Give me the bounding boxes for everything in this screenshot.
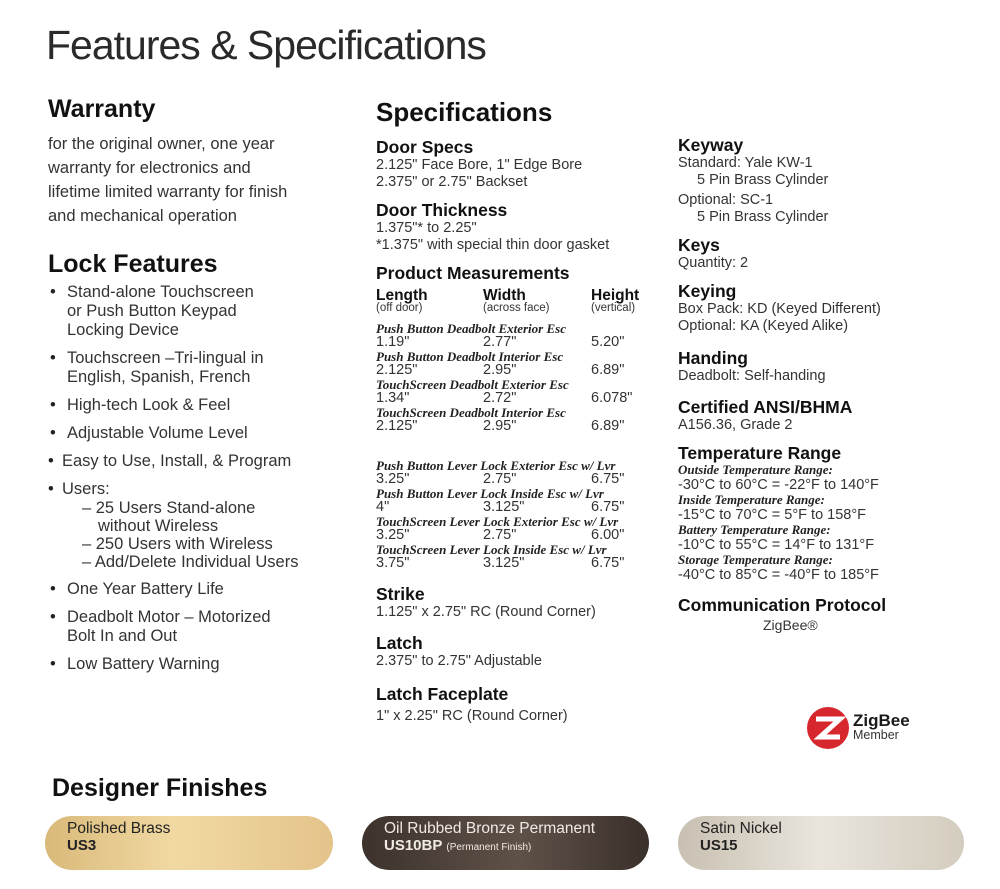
left-column: [48, 93, 338, 683]
keyway-heading: Keyway: [678, 135, 744, 155]
keying-heading: Keying: [678, 281, 737, 301]
finish-name: Satin Nickel: [700, 820, 782, 837]
list-item: • Deadbolt Motor – Motorized Bolt In and Out: [48, 608, 338, 646]
page-title: Features & Specifications: [46, 22, 486, 68]
keying: Keying Box Pack: KD (Keyed Different) Optional: KA (Keyed Alike): [678, 281, 978, 335]
latch-faceplate-heading: Latch Faceplate: [376, 684, 509, 704]
list-item: • Easy to Use, Install, & Program: [48, 452, 338, 471]
list-item-users: • Users: – 25 Users Stand-alone without Wireless – 250 Users with Wireless – Add/Delete Individual Users: [48, 480, 338, 571]
finish-code: US3: [67, 837, 97, 854]
warranty-line: for the original owner, one year: [48, 135, 275, 153]
warranty-line: lifetime limited warranty for finish: [48, 183, 288, 201]
users-sub-item: – 25 Users Stand-alone: [82, 499, 256, 517]
measurement-row: Push Button Deadbolt Interior Esc 2.125" 2.95" 6.89": [376, 349, 625, 378]
finish-swatch-polished-brass: [45, 816, 333, 870]
measurement-row: Push Button Lever Lock Inside Esc w/ Lvr 4" 3.125" 6.75": [376, 486, 625, 515]
list-item: • Touchscreen –Tri-lingual in English, Spanish, French: [48, 349, 338, 387]
strike: Strike 1.125" x 2.75" RC (Round Corner): [376, 584, 661, 621]
measurement-row: Push Button Deadbolt Exterior Esc 1.19" 2.77" 5.20": [376, 321, 625, 350]
latch: Latch 2.375" to 2.75" Adjustable: [376, 633, 661, 670]
door-thickness-heading: Door Thickness: [376, 200, 508, 220]
temperature-range: Temperature Range Outside Temperature Range: -30°C to 60°C = -22°F to 140°F Inside Temperature Range: -15°C to 70°C = 5°F to 158°F Battery Temperature Range: -10°C to 55°C = 14°F to 131°F Storage Temperature Range: -40°C to 85°C = -40°F to 185°F: [678, 443, 978, 583]
certified: Certified ANSI/BHMA A156.36, Grade 2: [678, 397, 978, 434]
warranty-line: and mechanical operation: [48, 207, 237, 225]
zigbee-member: Member: [853, 728, 899, 742]
specifications-heading: Specifications: [376, 97, 553, 127]
lock-features-list: [48, 283, 338, 674]
users-sub-item: without Wireless: [98, 517, 219, 535]
zigbee-member-logo: [807, 707, 910, 749]
latch-faceplate: Latch Faceplate 1" x 2.25" RC (Round Corner): [376, 684, 661, 725]
communication-heading: Communication Protocol: [678, 595, 887, 615]
finish-name: Oil Rubbed Bronze Permanent: [384, 820, 596, 837]
zigbee-name: ZigBee: [853, 711, 910, 730]
keys: Keys Quantity: 2: [678, 235, 978, 272]
finish-name: Polished Brass: [67, 820, 171, 837]
measurement-row: TouchScreen Lever Lock Inside Esc w/ Lvr 3.75" 3.125" 6.75": [376, 542, 625, 571]
door-specs: Door Specs 2.125" Face Bore, 1" Edge Bore 2.375" or 2.75" Backset: [376, 137, 661, 191]
users-sub-item: – 250 Users with Wireless: [82, 535, 273, 553]
certified-heading: Certified ANSI/BHMA: [678, 397, 853, 417]
handing: Handing Deadbolt: Self-handing: [678, 348, 978, 385]
finish-swatch-satin-nickel: [678, 816, 964, 870]
finish-code: US10BP: [384, 837, 443, 854]
product-measurements-heading: Product Measurements: [376, 263, 570, 283]
measurements-header: Length (off door) Width (across face) Height (vertical): [376, 287, 640, 314]
temperature-heading: Temperature Range: [678, 443, 842, 463]
users-sub-item: – Add/Delete Individual Users: [82, 553, 299, 571]
measurement-row: TouchScreen Deadbolt Interior Esc 2.125" 2.95" 6.89": [376, 405, 625, 434]
finish-code: US15: [700, 837, 738, 854]
door-specs-heading: Door Specs: [376, 137, 474, 157]
latch-heading: Latch: [376, 633, 423, 653]
list-item: • Stand-alone Touchscreen or Push Button Keypad Locking Device: [48, 283, 338, 340]
zigbee-logo-icon: [807, 707, 849, 749]
list-item: • High-tech Look & Feel: [48, 396, 338, 415]
designer-finishes-heading: Designer Finishes: [52, 774, 268, 802]
list-item: • Adjustable Volume Level: [48, 424, 338, 443]
measurement-row: TouchScreen Deadbolt Exterior Esc 1.34" 2.72" 6.078": [376, 377, 633, 406]
warranty-text: [48, 132, 338, 228]
strike-heading: Strike: [376, 584, 425, 604]
keyway: Keyway Standard: Yale KW-1 5 Pin Brass Cylinder Optional: SC-1 5 Pin Brass Cylinder: [678, 135, 978, 226]
right-column: [678, 135, 978, 642]
warranty-line: warranty for electronics and: [48, 159, 251, 177]
keys-heading: Keys: [678, 235, 720, 255]
measurement-row: Push Button Lever Lock Exterior Esc w/ Lvr 3.25" 2.75" 6.75": [376, 458, 625, 487]
list-item: • Low Battery Warning: [48, 655, 338, 674]
door-thickness: Door Thickness 1.375"* to 2.25" *1.375" with special thin door gasket: [376, 200, 661, 254]
list-item: • One Year Battery Life: [48, 580, 338, 599]
lock-features-heading: Lock Features: [48, 250, 218, 278]
product-measurements: [376, 263, 661, 570]
communication-protocol: Communication Protocol ZigBee®: [678, 595, 978, 633]
middle-column: [376, 96, 661, 734]
finish-swatch-oil-rubbed-bronze: [362, 816, 649, 870]
warranty-heading: Warranty: [48, 95, 156, 123]
handing-heading: Handing: [678, 348, 748, 368]
measurement-row: TouchScreen Lever Lock Exterior Esc w/ Lvr 3.25" 2.75" 6.00": [376, 514, 625, 543]
finish-note: (Permanent Finish): [446, 842, 532, 853]
